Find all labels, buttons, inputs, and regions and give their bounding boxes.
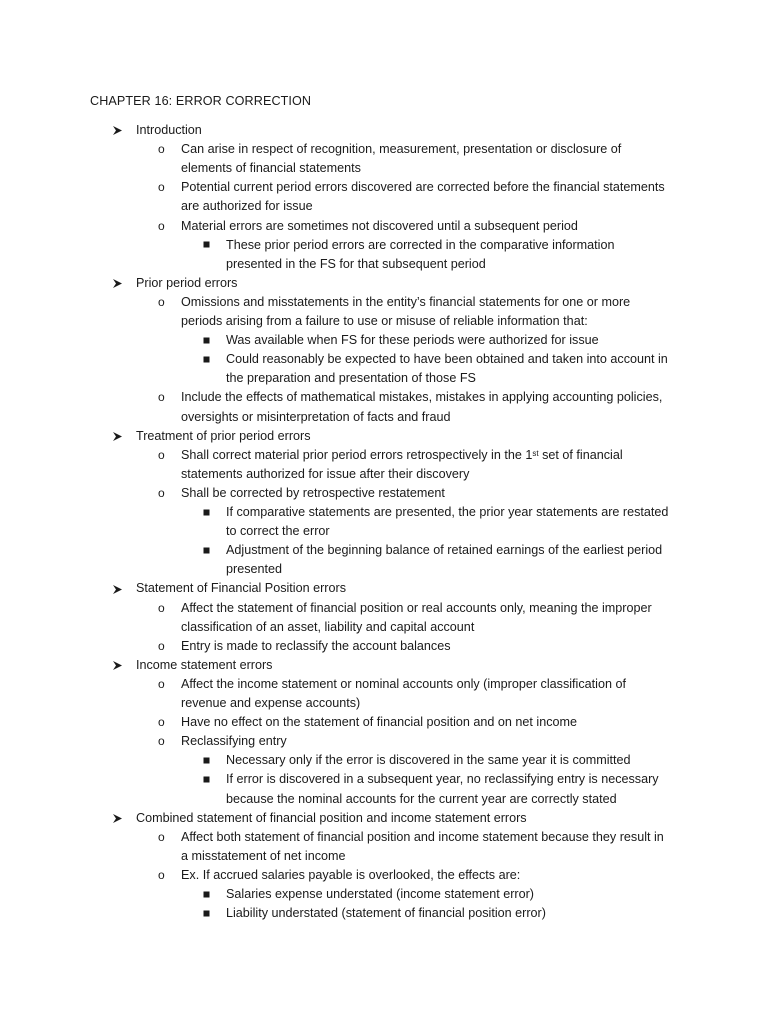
- outline-line-level-3: [226, 331, 599, 350]
- hollow-circle-bullet-icon: o: [158, 734, 165, 749]
- outline-text: Affect the statement of financial position or real accounts only, meaning the improper: [181, 600, 652, 615]
- outline-text: presented: [226, 562, 283, 577]
- outline-line-level-2: [181, 694, 360, 713]
- hollow-circle-bullet-icon: o: [158, 390, 165, 405]
- outline-text: revenue and expense accounts): [181, 696, 361, 710]
- outline-line-level-3: [226, 560, 282, 579]
- outline-text: Treatment of prior period errors: [136, 428, 311, 443]
- outline-text-continued: set of financial: [538, 447, 623, 462]
- outline-text: Shall correct material prior period errors retrospectively in the 1: [181, 447, 533, 462]
- outline-line-level-1: [136, 656, 272, 675]
- outline-line-level-2: [181, 828, 664, 847]
- arrowhead-bullet-icon: [112, 656, 123, 675]
- outline-text: These prior period errors are corrected in the comparative information: [226, 237, 615, 252]
- hollow-circle-bullet-icon: o: [158, 142, 165, 157]
- arrowhead-bullet-icon: [112, 427, 123, 446]
- hollow-circle-bullet-icon: o: [158, 829, 165, 844]
- outline-line-level-3: [226, 790, 617, 809]
- outline-line-level-2: [181, 465, 469, 484]
- outline-line-level-2: [181, 675, 626, 694]
- outline-text: classification of an asset, liability and capital account: [181, 619, 475, 634]
- outline-text: Salaries expense understated (income statement error): [226, 887, 534, 901]
- square-bullet-icon: [203, 541, 210, 560]
- outline-line-level-3: [226, 770, 659, 789]
- arrowhead-bullet-icon: [112, 121, 123, 140]
- outline-line-level-1: [136, 809, 527, 828]
- outline-line-level-3: [226, 369, 476, 388]
- outline-line-level-2: [181, 847, 346, 866]
- outline-text: Prior period errors: [136, 275, 238, 290]
- outline-line-level-1: [136, 579, 346, 598]
- square-bullet-icon: [203, 331, 210, 350]
- outline-text: because the nominal accounts for the current year are correctly stated: [226, 791, 617, 806]
- outline-line-level-2: [181, 312, 588, 331]
- outline-line-level-2: [181, 197, 313, 216]
- outline-text: Income statement errors: [136, 657, 273, 672]
- outline-text: Ex. If accrued salaries payable is overlooked, the effects are:: [181, 867, 521, 882]
- outline-text: Entry is made to reclassify the account balances: [181, 638, 451, 653]
- hollow-circle-bullet-icon: o: [158, 294, 165, 309]
- square-bullet-icon: [203, 350, 210, 369]
- outline-text: to correct the error: [226, 524, 330, 539]
- outline-line-level-3: [226, 904, 546, 923]
- outline-line-level-2: [181, 599, 652, 618]
- outline-line-level-3: [226, 751, 631, 770]
- square-bullet-icon: [203, 904, 210, 923]
- outline-text: Affect the income statement or nominal accounts only (improper classification of: [181, 676, 626, 691]
- outline-text: Can arise in respect of recognition, measurement, presentation or disclosure of: [181, 142, 622, 157]
- outline-text: Combined statement of financial position and income statement errors: [136, 810, 527, 825]
- outline-line-level-3: [226, 885, 534, 904]
- outline-line-level-2: [181, 484, 445, 503]
- square-bullet-icon: [203, 770, 210, 789]
- outline-line-level-2: [181, 388, 662, 407]
- arrowhead-bullet-icon: [112, 274, 123, 293]
- outline-text: If comparative statements are presented, the prior year statements are restated: [226, 505, 669, 519]
- outline-text: Include the effects of mathematical mistakes, mistakes in applying accounting policies,: [181, 390, 663, 405]
- outline-text: Was available when FS for these periods were authorized for issue: [226, 333, 599, 348]
- outline-text: Shall be corrected by retrospective restatement: [181, 485, 445, 500]
- outline-text: statements authorized for issue after their discovery: [181, 466, 470, 481]
- square-bullet-icon: [203, 885, 210, 904]
- hollow-circle-bullet-icon: o: [158, 485, 165, 500]
- outline-line-level-2: [181, 637, 451, 656]
- outline-text: Material errors are sometimes not discovered until a subsequent period: [181, 218, 578, 233]
- hollow-circle-bullet-icon: o: [158, 218, 165, 233]
- outline-text: periods arising from a failure to use or misuse of reliable information that:: [181, 314, 588, 328]
- outline-text: If error is discovered in a subsequent year, no reclassifying entry is necessary: [226, 772, 659, 787]
- outline-text: Introduction: [136, 123, 202, 137]
- outline-text: elements of financial statements: [181, 161, 361, 176]
- outline-text: Necessary only if the error is discovered in the same year it is committed: [226, 753, 631, 768]
- outline-line-level-2: [181, 446, 623, 465]
- hollow-circle-bullet-icon: o: [158, 715, 165, 730]
- outline-text: the preparation and presentation of those FS: [226, 371, 476, 386]
- outline-text: Could reasonably be expected to have been obtained and taken into account in: [226, 352, 668, 367]
- ordinal-superscript: st: [532, 448, 539, 458]
- outline-line-level-1: [136, 121, 202, 140]
- outline-line-level-2: [181, 713, 577, 732]
- outline-line-level-2: [181, 178, 665, 197]
- outline-text: are authorized for issue: [181, 199, 313, 214]
- outline-line-level-2: [181, 293, 630, 312]
- hollow-circle-bullet-icon: o: [158, 676, 165, 691]
- outline-line-level-2: [181, 618, 474, 637]
- outline-line-level-2: [181, 217, 578, 236]
- arrowhead-bullet-icon: [112, 809, 123, 828]
- outline-text: Affect both statement of financial position and income statement because they result in: [181, 829, 664, 844]
- outline-line-level-3: [226, 541, 662, 560]
- outline-line-level-2: [181, 140, 621, 159]
- square-bullet-icon: [203, 503, 210, 522]
- square-bullet-icon: [203, 236, 210, 255]
- hollow-circle-bullet-icon: o: [158, 638, 165, 653]
- outline-line-level-2: [181, 866, 520, 885]
- outline-text: Statement of Financial Position errors: [136, 581, 346, 596]
- outline-line-level-2: [181, 408, 451, 427]
- outline-text: Have no effect on the statement of financial position and on net income: [181, 715, 578, 730]
- outline-line-level-3: [226, 255, 486, 274]
- hollow-circle-bullet-icon: o: [158, 447, 165, 462]
- outline-text: oversights or misinterpretation of facts and fraud: [181, 409, 451, 424]
- outline-text: Potential current period errors discovered are corrected before the financial statements: [181, 180, 665, 195]
- hollow-circle-bullet-icon: o: [158, 867, 165, 882]
- outline-text: Omissions and misstatements in the entity’s financial statements for one or more: [181, 294, 631, 309]
- outline-line-level-3: [226, 236, 614, 255]
- outline-line-level-2: [181, 732, 287, 751]
- outline-text: Liability understated (statement of financial position error): [226, 906, 546, 921]
- arrowhead-bullet-icon: [112, 579, 123, 598]
- outline-text: presented in the FS for that subsequent period: [226, 256, 486, 271]
- outline-line-level-1: [136, 427, 311, 446]
- page-title: CHAPTER 16: ERROR CORRECTION: [90, 94, 312, 108]
- outline-line-level-3: [226, 350, 668, 369]
- outline-line-level-1: [136, 274, 237, 293]
- square-bullet-icon: [203, 751, 210, 770]
- outline-text: Reclassifying entry: [181, 734, 287, 749]
- outline-text: a misstatement of net income: [181, 848, 346, 863]
- outline-line-level-3: [226, 503, 668, 522]
- outline-line-level-3: [226, 522, 330, 541]
- hollow-circle-bullet-icon: o: [158, 180, 165, 195]
- hollow-circle-bullet-icon: o: [158, 600, 165, 615]
- outline-text: Adjustment of the beginning balance of retained earnings of the earliest period: [226, 543, 663, 558]
- outline-line-level-2: [181, 159, 361, 178]
